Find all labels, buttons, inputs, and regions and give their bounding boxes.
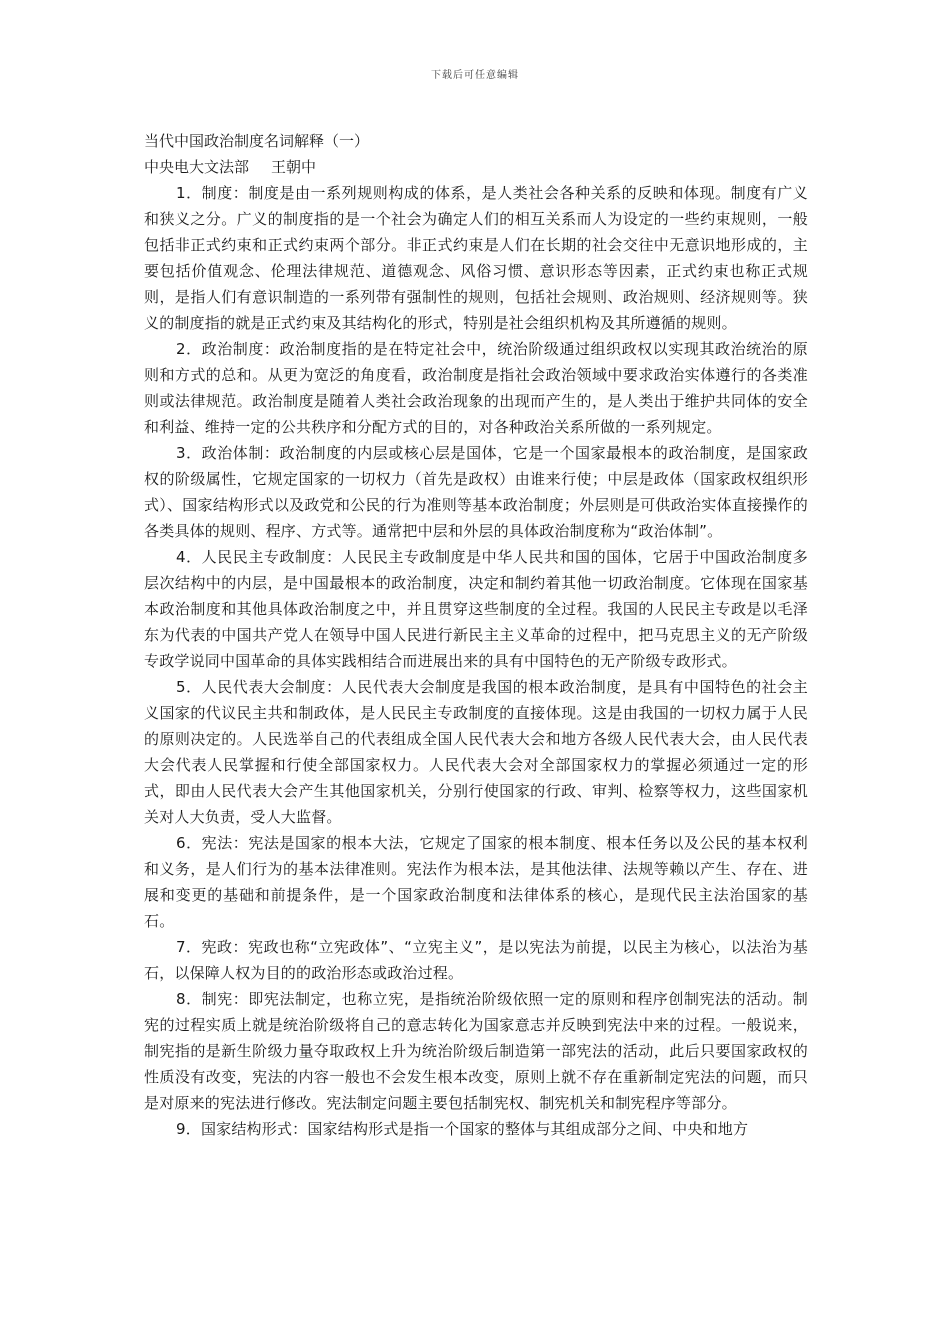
paragraph-6: 6．宪法：宪法是国家的根本大法，它规定了国家的根本制度、根本任务以及公民的基本权利和义务，是人们行为的基本法律准则。宪法作为根本法，是其他法律、法规等赖以产生、存在、进展和变更的基础和前提条件，是一个国家政治制度和法律体系的核心，是现代民主法治国家的基石。 xyxy=(144,834,808,930)
author-name: 王朝中 xyxy=(271,158,317,176)
paragraph-2: 2．政治制度：政治制度指的是在特定社会中，统治阶级通过组织政权以实现其政治统治的原则和方式的总和。从更为宽泛的角度看，政治制度是指社会政治领域中要求政治实体遵行的各类准则或法律规范。政治制度是随着人类社会政治现象的出现而产生的，是人类出于维护共同体的安全和利益、维持一定的公共秩序和分配方式的目的，对各种政治关系所做的一系列规定。 xyxy=(144,340,808,436)
paragraph-8: 8．制宪：即宪法制定，也称立宪，是指统治阶级依照一定的原则和程序创制宪法的活动。制宪的过程实质上就是统治阶级将自己的意志转化为国家意志并反映到宪法中来的过程。一般说来，制宪指的是新生阶级力量夺取政权上升为统治阶级后制造第一部宪法的活动，此后只要国家政权的性质没有改变，宪法的内容一般也不会发生根本改变，原则上就不存在重新制定宪法的问题，而只是对原来的宪法进行修改。宪法制定问题主要包括制宪权、制宪机关和制宪程序等部分。 xyxy=(144,990,808,1112)
paragraph-5: 5．人民代表大会制度：人民代表大会制度是我国的根本政治制度，是具有中国特色的社会主义国家的代议民主共和制政体，是人民民主专政制度的直接体现。这是由我国的一切权力属于人民的原则决定的。人民选举自己的代表组成全国人民代表大会和地方各级人民代表大会，由人民代表大会代表人民掌握和行使全部国家权力。人民代表大会对全部国家权力的掌握必须通过一定的形式，即由人民代表大会产生其他国家机关，分别行使国家的行政、审判、检察等权力，这些国家机关对人大负责，受人大监督。 xyxy=(144,678,808,826)
paragraph-3: 3．政治体制：政治制度的内层或核心层是国体，它是一个国家最根本的政治制度，是国家政权的阶级属性，它规定国家的一切权力（首先是政权）由谁来行使；中层是政体（国家政权组织形式）、国家结构形式以及政党和公民的行为准则等基本政治制度；外层则是可供政治实体直接操作的各类具体的规则、程序、方式等。通常把中层和外层的具体政治制度称为“政治体制”。 xyxy=(144,444,808,540)
author-dept: 中央电大文法部 xyxy=(144,158,250,176)
paragraph-1: 1．制度：制度是由一系列规则构成的体系，是人类社会各种关系的反映和体现。制度有广义和狭义之分。广义的制度指的是一个社会为确定人们的相互关系而人为设定的一些约束规则，一般包括非正式约束和正式约束两个部分。非正式约束是人们在长期的社会交往中无意识地形成的，主要包括价值观念、伦理法律规范、道德观念、风俗习惯、意识形态等因素，正式约束也称正式规则，是指人们有意识制造的一系列带有强制性的规则，包括社会规则、政治规则、经济规则等。狭义的制度指的就是正式约束及其结构化的形式，特别是社会组织机构及其所遵循的规则。 xyxy=(144,184,808,332)
paragraph-4: 4．人民民主专政制度：人民民主专政制度是中华人民共和国的国体，它居于中国政治制度多层次结构中的内层，是中国最根本的政治制度，决定和制约着其他一切政治制度。它体现在国家基本政治制度和其他具体政治制度之中，并且贯穿这些制度的全过程。我国的人民民主专政是以毛泽东为代表的中国共产党人在领导中国人民进行新民主主义革命的过程中，把马克思主义的无产阶级专政学说同中国革命的具体实践相结合而进展出来的具有中国特色的无产阶级专政形式。 xyxy=(144,548,808,670)
header-note: 下载后可任意编辑 xyxy=(431,70,519,81)
document-title: 当代中国政治制度名词解释（一） xyxy=(144,132,370,150)
paragraph-7: 7．宪政：宪政也称“立宪政体”、“立宪主义”，是以宪法为前提，以民主为核心，以法治为基石，以保障人权为目的的政治形态或政治过程。 xyxy=(144,938,808,982)
author-line xyxy=(144,154,808,180)
paragraph-9: 9．国家结构形式：国家结构形式是指一个国家的整体与其组成部分之间、中央和地方 xyxy=(176,1120,749,1138)
document-body xyxy=(144,128,808,1142)
